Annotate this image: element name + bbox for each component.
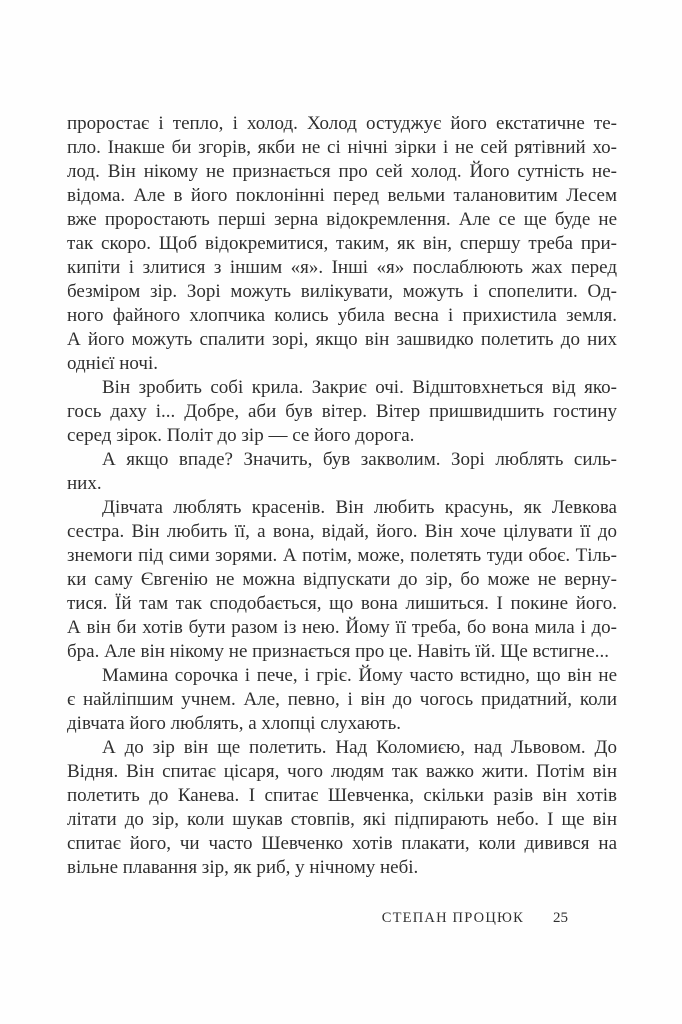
text-line: спитає його, чи часто Шевченко хотів плакати, коли дивився на bbox=[67, 833, 617, 854]
paragraph bbox=[67, 448, 617, 496]
text-line: дівчата його люблять, а хлопці слухають. bbox=[67, 713, 401, 734]
text-line: вільне плавання зір, як риб, у нічному небі. bbox=[67, 857, 419, 878]
text-line: бра. Але він нікому не признається про це. Навіть їй. Ще встигне... bbox=[67, 641, 609, 662]
page-text bbox=[67, 112, 617, 880]
running-footer-author: СТЕПАН ПРОЦЮК bbox=[381, 910, 524, 926]
paragraph bbox=[67, 736, 617, 880]
text-line: є найліпшим учнем. Але, певно, і він до чогось придатний, коли bbox=[67, 689, 617, 710]
page-footer bbox=[67, 910, 617, 927]
text-line: А до зір він ще полетить. Над Коломиєю, над Львовом. До bbox=[102, 737, 617, 758]
text-line: гось даху і... Добре, аби був вітер. Вітер пришвидшить гостину bbox=[67, 401, 617, 422]
text-line: А його можуть спалити зорі, якщо він зашвидко полетить до них bbox=[67, 329, 617, 350]
text-line: ки саму Євгенію не можна відпускати до зір, бо може не верну- bbox=[67, 569, 617, 590]
paragraph bbox=[67, 376, 617, 448]
text-line: Він зробить собі крила. Закриє очі. Відштовхнеться від яко- bbox=[102, 377, 617, 398]
paragraph bbox=[67, 496, 617, 664]
text-line: А він би хотів бути разом із нею. Йому її треба, бо вона мила і до- bbox=[67, 617, 617, 638]
text-line: кипіти і злитися з іншим «я». Інші «я» послаблюють жах перед bbox=[67, 257, 617, 278]
text-line: ного файного хлопчика колись убила весна і прихистила земля. bbox=[67, 305, 617, 326]
page-number: 25 bbox=[553, 910, 568, 926]
text-line: так скоро. Щоб відокремитися, таким, як він, спершу треба при- bbox=[67, 233, 617, 254]
paragraph bbox=[67, 664, 617, 736]
text-line: серед зірок. Політ до зір — се його дорога. bbox=[67, 425, 415, 446]
text-line: пло. Інакше би згорів, якби не сі нічні зірки і не сей рятівний хо- bbox=[67, 137, 617, 158]
text-line: відома. Але в його поклонінні перед вельми талановитим Лесем bbox=[67, 185, 617, 206]
text-line: полетить до Канева. І спитає Шевченка, скільки разів він хотів bbox=[67, 785, 617, 806]
text-line: А якщо впаде? Значить, був закволим. Зорі люблять силь- bbox=[102, 449, 617, 470]
text-line: лод. Він нікому не признається про сей холод. Його сутність не- bbox=[67, 161, 617, 182]
text-line: однієї ночі. bbox=[67, 353, 159, 374]
text-line: проростає і тепло, і холод. Холод остуджує його екстатичне те- bbox=[67, 113, 617, 134]
paragraph bbox=[67, 112, 617, 376]
text-line: них. bbox=[67, 473, 102, 494]
text-line: Дівчата люблять красенів. Він любить красунь, як Левкова bbox=[102, 497, 617, 518]
text-line: вже проростають перші зерна відокремлення. Але се ще буде не bbox=[67, 209, 617, 230]
text-line: Мамина сорочка і пече, і гріє. Йому часто встидно, що він не bbox=[102, 665, 617, 686]
text-line: тися. Їй там так сподобається, що вона лишиться. І покине його. bbox=[67, 593, 617, 614]
text-line: Відня. Він спитає цісаря, чого людям так важко жити. Потім він bbox=[67, 761, 617, 782]
text-line: літати до зір, коли шукав стовпів, які підпирають небо. І ще він bbox=[67, 809, 617, 830]
text-line: сестра. Він любить її, а вона, відай, його. Він хоче цілувати її до bbox=[67, 521, 617, 542]
text-line: знемоги під сими зорями. А потім, може, полетять туди обоє. Тіль- bbox=[67, 545, 617, 566]
text-line: безміром зір. Зорі можуть вилікувати, можуть і спопелити. Од- bbox=[67, 281, 617, 302]
